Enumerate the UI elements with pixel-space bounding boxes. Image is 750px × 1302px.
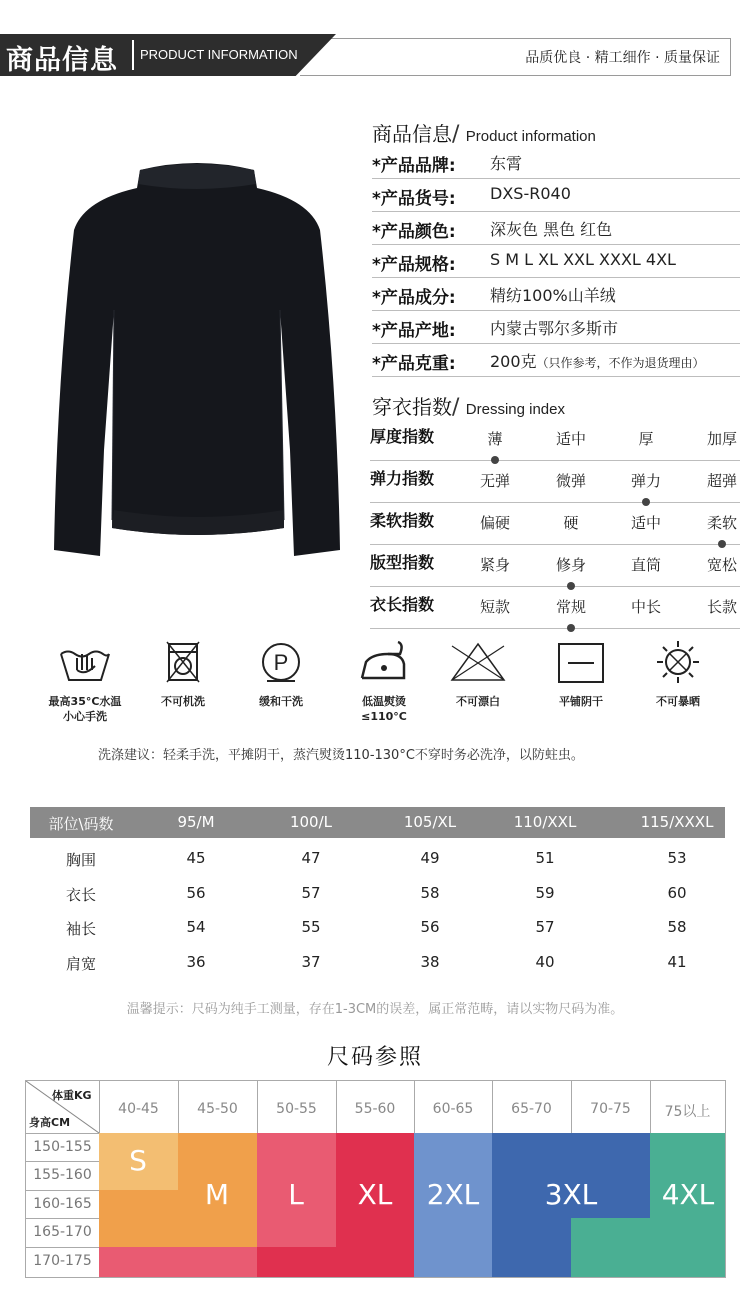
corner-height: 身高CM (29, 1116, 71, 1129)
size-ref-title: 尺码参照 (326, 1045, 423, 1070)
header-title: 商品信息 (6, 45, 118, 76)
size-table-cell: 60 (667, 884, 687, 902)
size-table-cell: 56 (420, 918, 440, 936)
care-label-line: 缓和干洗 (259, 695, 303, 708)
size-table-cell: 37 (301, 953, 321, 971)
dressing-label: 柔软指数 (370, 511, 435, 530)
weight-label: 70-75 (590, 1101, 631, 1117)
size-table-header-cell: 105/XL (403, 813, 457, 831)
size-table-cell: 55 (301, 918, 321, 936)
grid-line (26, 1161, 99, 1162)
height-label: 150-155 (33, 1139, 92, 1155)
size-tip: 温馨提示：尺码为纯手工测量，存在1-3CM的误差，属正常范畴，请以实物尺码为准。 (126, 1002, 624, 1017)
dressing-option: 硬 (563, 514, 579, 532)
grid-line (26, 1190, 99, 1191)
dressing-row (370, 460, 740, 503)
wash-tip: 洗涤建议：轻柔手洗，平摊阴干，蒸汽熨烫110-130°C不穿时务必洗净，以防蛀虫。 (98, 748, 584, 763)
size-table-cell: 59 (535, 884, 555, 902)
info-row (372, 179, 740, 212)
dressing-option: 常规 (555, 598, 586, 616)
no-sun-icon (628, 640, 728, 684)
dressing-option: 薄 (487, 430, 503, 448)
care-label-line: 不可机洗 (161, 695, 205, 708)
size-block (99, 1247, 257, 1277)
care-label (428, 694, 528, 709)
size-label: 3XL (544, 1178, 598, 1211)
dressing-option: 适中 (630, 514, 661, 532)
info-label: *产品克重: (372, 354, 456, 374)
height-label: 160-165 (33, 1196, 92, 1212)
size-block (99, 1190, 178, 1247)
dressing-option: 修身 (555, 556, 586, 574)
dressing-option: 紧身 (479, 556, 510, 574)
size-table-cell: 51 (535, 849, 555, 867)
care-label-line: 小心手洗 (63, 710, 107, 723)
info-value: 东霄 (490, 154, 523, 173)
dressing-option: 弹力 (630, 472, 661, 490)
info-row (372, 245, 740, 278)
weight-label: 55-60 (354, 1101, 396, 1117)
care-label (133, 694, 233, 709)
info-row (372, 278, 740, 311)
dressing-option: 柔软 (706, 514, 737, 532)
size-label: 2XL (426, 1178, 480, 1211)
info-row (372, 212, 740, 245)
flat-dry-icon (531, 640, 631, 684)
grid-line (26, 1218, 99, 1219)
care-item (133, 640, 233, 709)
dressing-title: 穿衣指数/ Dressing index (372, 395, 565, 420)
care-item (628, 640, 728, 709)
dressing-option: 超弹 (706, 472, 737, 490)
size-table-cell: 衣长 (65, 886, 96, 904)
dressing-row (370, 544, 740, 587)
size-table-cell: 54 (186, 918, 206, 936)
care-item (231, 640, 331, 709)
dressing-option: 偏硬 (479, 514, 510, 532)
dressing-label: 弹力指数 (370, 469, 435, 488)
info-label: *产品规格: (372, 255, 456, 275)
care-label-line: 最高35°C水温 (48, 695, 122, 708)
care-label (628, 694, 728, 709)
grid-line (26, 1133, 99, 1134)
size-label: S (129, 1144, 147, 1177)
size-label: L (288, 1178, 304, 1211)
no-bleach-icon (428, 640, 528, 684)
size-table-cell: 45 (186, 849, 206, 867)
size-table-cell: 袖长 (65, 920, 96, 938)
dressing-option: 直筒 (630, 556, 661, 574)
no-machine-wash-icon (133, 640, 233, 684)
size-label: M (204, 1178, 230, 1211)
low-iron-icon (334, 640, 434, 684)
dressing-option: 无弹 (479, 472, 510, 490)
size-block (571, 1218, 650, 1277)
size-label: 4XL (661, 1178, 715, 1211)
info-value: 200克（只作参考，不作为退货理由） (490, 352, 705, 371)
dressing-option: 短款 (479, 598, 510, 616)
height-label: 155-160 (33, 1167, 92, 1183)
care-item (35, 640, 135, 724)
size-table-cell: 58 (667, 918, 687, 936)
dressing-option: 加厚 (706, 430, 737, 448)
weight-label: 60-65 (432, 1101, 474, 1117)
info-value: 内蒙古鄂尔多斯市 (490, 319, 619, 338)
size-table-cell: 肩宽 (65, 955, 96, 973)
care-label (35, 694, 135, 724)
info-row (372, 311, 740, 344)
size-table-cell: 47 (301, 849, 321, 867)
weight-label: 75以上 (664, 1104, 711, 1120)
size-table-cell: 57 (535, 918, 555, 936)
care-label-line: ≤110°C (361, 710, 407, 723)
dressing-marker (567, 624, 575, 632)
size-ref-grid (25, 1080, 726, 1278)
size-table-cell: 58 (420, 884, 440, 902)
dressing-option: 宽松 (706, 556, 737, 574)
size-table-header-cell: 110/XXL (513, 813, 577, 831)
dressing-row (370, 502, 740, 545)
header-tagline: 品质优良 · 精工细作 · 质量保证 (525, 50, 720, 66)
info-row (372, 146, 740, 179)
info-row (372, 344, 740, 377)
dressing-label: 衣长指数 (370, 595, 435, 614)
info-label: *产品产地: (372, 321, 456, 341)
size-table-cell: 41 (667, 953, 687, 971)
care-item (428, 640, 528, 709)
size-table-cell: 40 (535, 953, 555, 971)
size-table-cell: 56 (186, 884, 206, 902)
size-table-header-cell: 部位\码数 (48, 815, 114, 833)
size-table-header-cell: 115/XXXL (640, 813, 714, 831)
weight-label: 45-50 (197, 1101, 238, 1117)
care-label-line: 低温熨烫 (362, 695, 406, 708)
info-label: *产品货号: (372, 189, 456, 209)
header-subtitle: PRODUCT INFORMATION (140, 47, 298, 62)
svg-text:P: P (273, 650, 289, 675)
care-item (334, 640, 434, 724)
info-value: S M L XL XXL XXXL 4XL (490, 250, 676, 269)
dressing-option: 中长 (630, 598, 661, 616)
product-image (52, 150, 342, 570)
dressing-label: 版型指数 (370, 553, 435, 572)
header-divider (132, 40, 134, 70)
dressing-row (370, 586, 740, 629)
size-block (257, 1247, 336, 1277)
dressing-option: 适中 (555, 430, 586, 448)
corner-weight: 体重KG (52, 1089, 92, 1102)
care-label (334, 694, 434, 724)
info-title: 商品信息/ Product information (372, 122, 596, 147)
dry-clean-icon (231, 640, 331, 684)
dressing-option: 长款 (706, 598, 737, 616)
size-label: XL (357, 1178, 393, 1211)
height-label: 170-175 (33, 1253, 92, 1269)
weight-label: 50-55 (276, 1101, 317, 1117)
size-table-cell: 57 (301, 884, 321, 902)
grid-line (26, 1247, 99, 1248)
hand-wash-icon (35, 640, 135, 684)
info-value: DXS-R040 (490, 184, 571, 203)
dressing-option: 厚 (638, 430, 654, 448)
weight-label: 65-70 (511, 1101, 552, 1117)
info-label: *产品颜色: (372, 222, 456, 242)
size-table-cell: 36 (186, 953, 206, 971)
dressing-label: 厚度指数 (370, 427, 435, 446)
info-value: 精纺100%山羊绒 (490, 286, 616, 305)
size-table-cell: 胸围 (65, 851, 96, 869)
info-value: 深灰色 黑色 红色 (490, 220, 613, 239)
care-label (231, 694, 331, 709)
care-label-line: 平铺阴干 (559, 695, 603, 708)
info-label: *产品品牌: (372, 156, 456, 176)
care-label-line: 不可漂白 (456, 695, 500, 708)
size-table-header-cell: 95/M (177, 813, 215, 831)
care-item (531, 640, 631, 709)
size-table-header (30, 807, 725, 838)
size-table-cell: 49 (420, 849, 440, 867)
size-block (492, 1218, 571, 1277)
info-label: *产品成分: (372, 288, 456, 308)
dressing-option: 微弹 (555, 472, 586, 490)
care-label-line: 不可暴晒 (656, 695, 700, 708)
size-table-header-cell: 100/L (289, 813, 333, 831)
size-table-cell: 38 (420, 953, 440, 971)
dressing-row (370, 418, 740, 461)
info-note: （只作参考，不作为退货理由） (536, 356, 705, 370)
care-label (531, 694, 631, 709)
height-label: 165-170 (33, 1224, 92, 1240)
weight-label: 40-45 (118, 1101, 159, 1117)
size-table-cell: 53 (667, 849, 687, 867)
